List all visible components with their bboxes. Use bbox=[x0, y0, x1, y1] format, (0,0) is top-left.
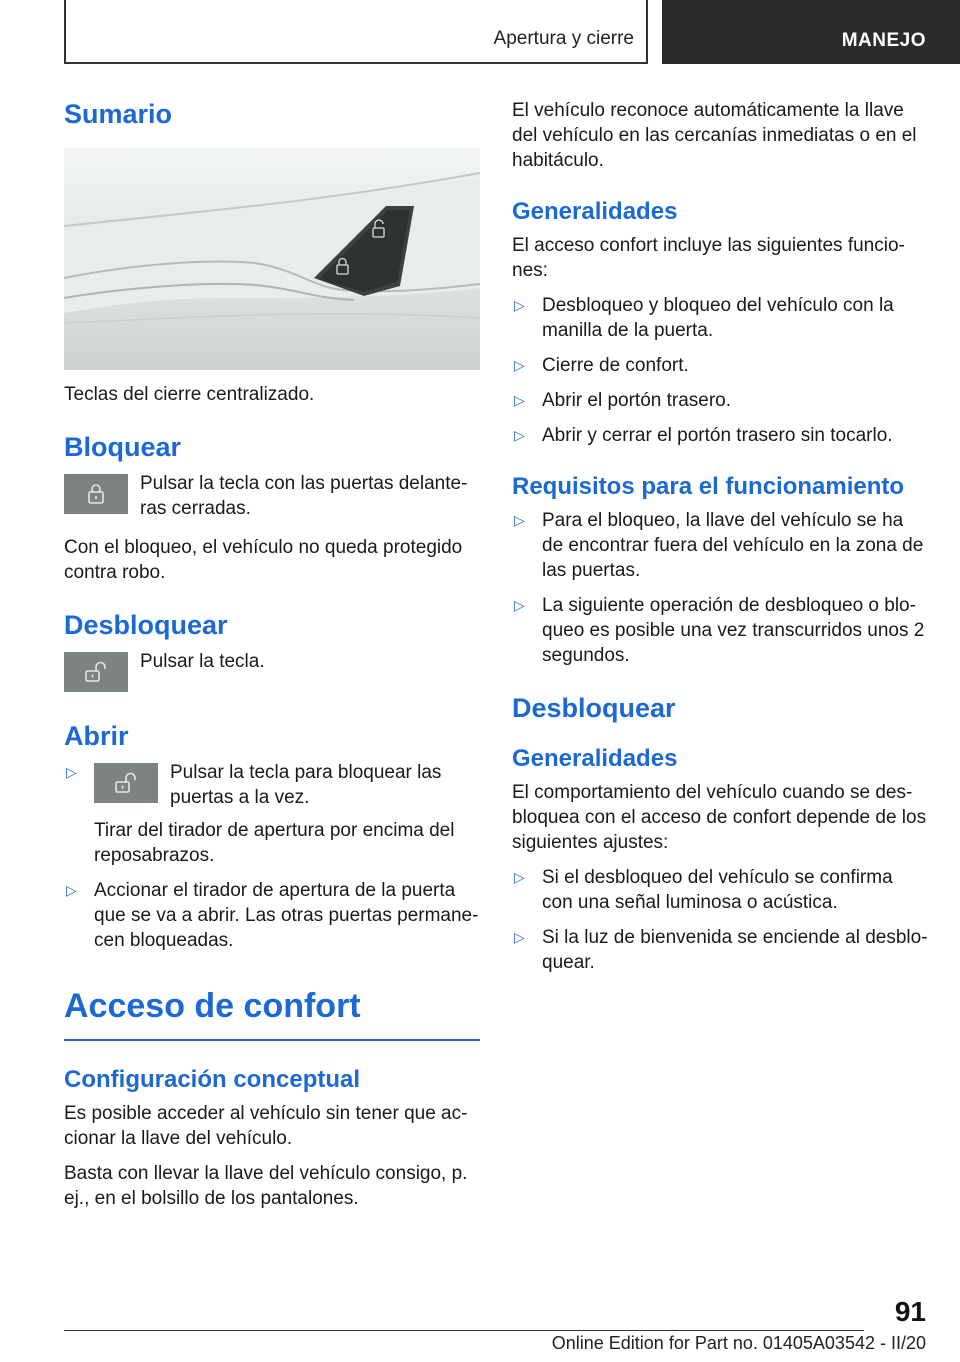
left-column bbox=[64, 98, 480, 1221]
triangle-bullet-icon: ▷ bbox=[514, 597, 525, 613]
door-handle-photo bbox=[64, 148, 480, 370]
triangle-bullet-icon: ▷ bbox=[514, 869, 525, 885]
header-chapter-label: MANEJO bbox=[841, 30, 926, 51]
page-number: 91 bbox=[894, 1296, 926, 1327]
lock-note: Con el bloqueo, el vehículo no queda protegido contra robo. bbox=[64, 537, 463, 583]
acceso-paragraph-2: Basta con llevar la llave del vehículo consigo, p. ej., en el bolsillo de los pantalones. bbox=[64, 1163, 468, 1209]
requisitos-list bbox=[512, 508, 928, 668]
unlock-key-icon bbox=[64, 652, 128, 692]
triangle-bullet-icon: ▷ bbox=[514, 427, 525, 443]
abrir-list bbox=[64, 760, 480, 953]
lock-key-icon bbox=[64, 474, 128, 514]
triangle-bullet-icon: ▷ bbox=[514, 929, 525, 945]
generalidades-list bbox=[512, 293, 928, 448]
list-item bbox=[64, 760, 480, 868]
triangle-bullet-icon: ▷ bbox=[514, 357, 525, 373]
desbloquear-list bbox=[512, 865, 928, 975]
lock-key-text: Pulsar la tecla con las puertas delante‐ras cerradas. bbox=[140, 473, 468, 519]
list-item: ▷ Abrir el portón trasero. bbox=[514, 390, 732, 411]
list-item: ▷ Si la luz de bienvenida se enciende al desblo‐quear. bbox=[514, 927, 928, 973]
heading-desbloquear-left: Desbloquear bbox=[64, 610, 228, 640]
header-chapter-tab bbox=[662, 0, 960, 64]
unlock-key-icon bbox=[94, 763, 158, 803]
intro-paragraph: El vehículo reconoce automáticamente la llave del vehículo en las cercanías inmediatas o en el habitáculo. bbox=[512, 100, 917, 171]
acceso-paragraph-1: Es posible acceder al vehículo sin tener que ac‐cionar la llave del vehículo. bbox=[64, 1103, 468, 1149]
generalidades-text: El acceso confort incluye las siguientes funcio‐nes: bbox=[512, 235, 905, 281]
heading-configuracion-conceptual: Configuración conceptual bbox=[64, 1066, 361, 1093]
heading-generalidades-2: Generalidades bbox=[512, 745, 678, 772]
heading-requisitos: Requisitos para el funcionamiento bbox=[512, 473, 905, 500]
triangle-bullet-icon: ▷ bbox=[514, 297, 525, 313]
list-item: ▷ Para el bloqueo, la llave del vehículo se ha de encontrar fuera del vehículo en la zona de las puertas. bbox=[514, 510, 924, 581]
list-item: ▷ Si el desbloqueo del vehículo se confirma con una señal luminosa o acústica. bbox=[514, 867, 893, 913]
heading-acceso-de-confort: Acceso de confort bbox=[64, 985, 480, 1041]
footer-edition: Online Edition for Part no. 01405A03542 - II/20 bbox=[551, 1333, 926, 1353]
abrir-item1-text: Tirar del tirador de apertura por encima del reposabrazos. bbox=[94, 820, 455, 866]
triangle-bullet-icon: ▷ bbox=[66, 764, 77, 780]
heading-generalidades: Generalidades bbox=[512, 198, 678, 225]
list-item: ▷ Desbloqueo y bloqueo del vehículo con la manilla de la puerta. bbox=[514, 295, 894, 341]
list-item: ▷ La siguiente operación de desbloqueo o blo‐queo es posible una vez transcurridos unos 2 segundos. bbox=[514, 595, 925, 666]
photo-caption: Teclas del cierre centralizado. bbox=[64, 384, 315, 405]
unlock-key-text: Pulsar la tecla. bbox=[140, 651, 265, 672]
list-item bbox=[64, 878, 480, 953]
lock-key-row bbox=[64, 471, 480, 521]
heading-abrir: Abrir bbox=[64, 721, 129, 751]
footer-divider bbox=[64, 1330, 864, 1331]
heading-bloquear: Bloquear bbox=[64, 432, 182, 462]
header-section-box bbox=[64, 0, 648, 64]
list-item: ▷ Cierre de confort. bbox=[514, 355, 689, 376]
triangle-bullet-icon: ▷ bbox=[66, 882, 77, 898]
triangle-bullet-icon: ▷ bbox=[514, 392, 525, 408]
abrir-key-text: Pulsar la tecla para bloquear las puertas a la vez. bbox=[170, 762, 442, 808]
heading-sumario: Sumario bbox=[64, 99, 173, 129]
door-handle-illustration bbox=[64, 148, 480, 370]
list-item: ▷ Abrir y cerrar el portón trasero sin tocarlo. bbox=[514, 425, 893, 446]
unlock-key-row bbox=[64, 649, 480, 692]
heading-desbloquear-right: Desbloquear bbox=[512, 693, 676, 723]
desbloquear-text: El comportamiento del vehículo cuando se des‐bloquea con el acceso de confort depende de los siguientes ajustes: bbox=[512, 782, 927, 853]
header-section-title: Apertura y cierre bbox=[493, 28, 634, 49]
abrir-item2-text: Accionar el tirador de apertura de la puerta que se va a abrir. Las otras puertas permane‐cen bloqueadas. bbox=[94, 880, 479, 951]
triangle-bullet-icon: ▷ bbox=[514, 512, 525, 528]
right-column bbox=[512, 98, 928, 985]
